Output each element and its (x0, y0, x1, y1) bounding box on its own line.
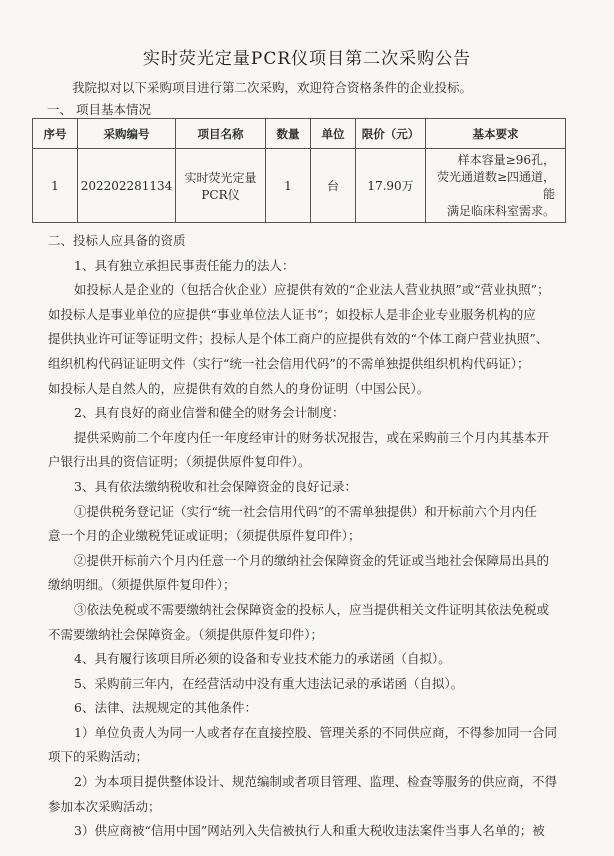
procurement-table (32, 118, 566, 223)
cell-price: 17.90万 (356, 149, 426, 223)
cell-name (176, 149, 266, 223)
header-qty: 数量 (266, 119, 311, 149)
header-code: 采购编号 (78, 119, 176, 149)
body-line: 2、具有良好的商业信誉和健全的财务会计制度： (74, 405, 345, 421)
body-line: 提供执业许可证等证明文件；投标人是个体工商户的应提供有效的“个体工商户营业执照”、 (48, 331, 549, 347)
table-header-row (33, 119, 566, 149)
body-line: 如投标人是企业的（包括合伙企业）应提供有效的“企业法人营业执照”或“营业执照”； (74, 282, 550, 298)
requirement-line: 样本容量≥96孔， (457, 152, 555, 167)
header-name: 项目名称 (176, 119, 266, 149)
cell-code: 202202281134 (78, 149, 176, 223)
section-heading-qualifications: 二、投标人应具备的资质 (48, 233, 186, 248)
body-line: 户银行出具的资信证明；（须提供原件复印件）。 (48, 454, 311, 470)
header-price: 限价（元） (356, 119, 426, 149)
body-line: 不需要缴纳社会保障资金。（须提供原件复印件）； (48, 626, 324, 642)
body-line: 3）供应商被“信用中国”网站列入失信被执行人和重大税收违法案件当事人名单的；被 (74, 823, 545, 839)
cell-no: 1 (33, 149, 78, 223)
table-row (33, 149, 566, 223)
header-no: 序号 (33, 119, 78, 149)
body-line: 项下的采购活动； (48, 749, 149, 765)
body-line: 4、具有履行该项目所必须的设备和专业技术能力的承诺函（自拟）。 (74, 651, 451, 667)
body-line: 3、具有依法缴纳税收和社会保障资金的良好记录： (74, 478, 357, 494)
qualification-section (48, 229, 568, 844)
requirement-line: 荧光通道数≥四通道，能 (436, 169, 555, 201)
body-line: ②提供开标前六个月内任意一个月的缴纳社会保障资金的凭证或当地社会保障局出具的 (74, 552, 550, 568)
body-line: 1）单位负责人为同一人或者存在直接控股、管理关系的不同供应商，不得参加同一合同 (74, 724, 557, 740)
cell-unit: 台 (311, 149, 356, 223)
body-line: 1、具有独立承担民事责任能力的法人： (74, 257, 295, 273)
intro-text: 我院拟对以下采购项目进行第二次采购，欢迎符合资格条件的企业投标。 (72, 80, 473, 95)
body-line: 5、采购前三年内，在经营活动中没有重大违法记录的承诺函（自拟）。 (74, 675, 464, 691)
header-unit: 单位 (311, 119, 356, 149)
body-line: 提供采购前二个年度内任一年度经审计的财务状况报告，或在采购前三个月内其基本开 (74, 429, 550, 445)
body-line: 如投标人是事业单位的应提供“事业单位法人证书”；如投标人是非企业专业服务机构的应 (48, 306, 536, 322)
cell-name-line: PCR仪 (201, 187, 240, 202)
body-line: 6、法律、法规规定的其他条件： (74, 700, 257, 716)
body-line: ③依法免税或不需要缴纳社会保障资金的投标人，应当提供相关文件证明其依法免税或 (74, 601, 550, 617)
cell-qty: 1 (266, 149, 311, 223)
section-heading-basic-info: 一、 项目基本情况 (47, 102, 151, 117)
body-line: ①提供税务登记证（实行“统一社会信用代码”的不需单独提供）和开标前六个月内任 (74, 503, 537, 519)
cell-name-line: 实时荧光定量 (184, 170, 257, 185)
body-line: 2）为本项目提供整体设计、规范编制或者项目管理、监理、检查等服务的供应商，不得 (74, 774, 557, 790)
body-line: 缴纳明细。（须提供原件复印件）； (48, 577, 236, 593)
body-line: 意一个月的企业缴税凭证或证明；（须提供原件复印件）； (48, 528, 361, 544)
requirement-line: 满足临床科室需求。 (446, 203, 555, 218)
page-title: 实时荧光定量PCR仪项目第二次采购公告 (142, 49, 472, 69)
body-line: 参加本次采购活动； (48, 798, 161, 814)
body-line: 如投标人是自然人的，应提供有效的自然人的身份证明（中国公民）。 (48, 380, 430, 396)
cell-requirements (426, 149, 566, 223)
body-line: 组织机构代码证证明文件（实行“统一社会信用代码”的不需单独提供组织机构代码证）； (48, 355, 530, 371)
header-requirements: 基本要求 (426, 119, 566, 149)
